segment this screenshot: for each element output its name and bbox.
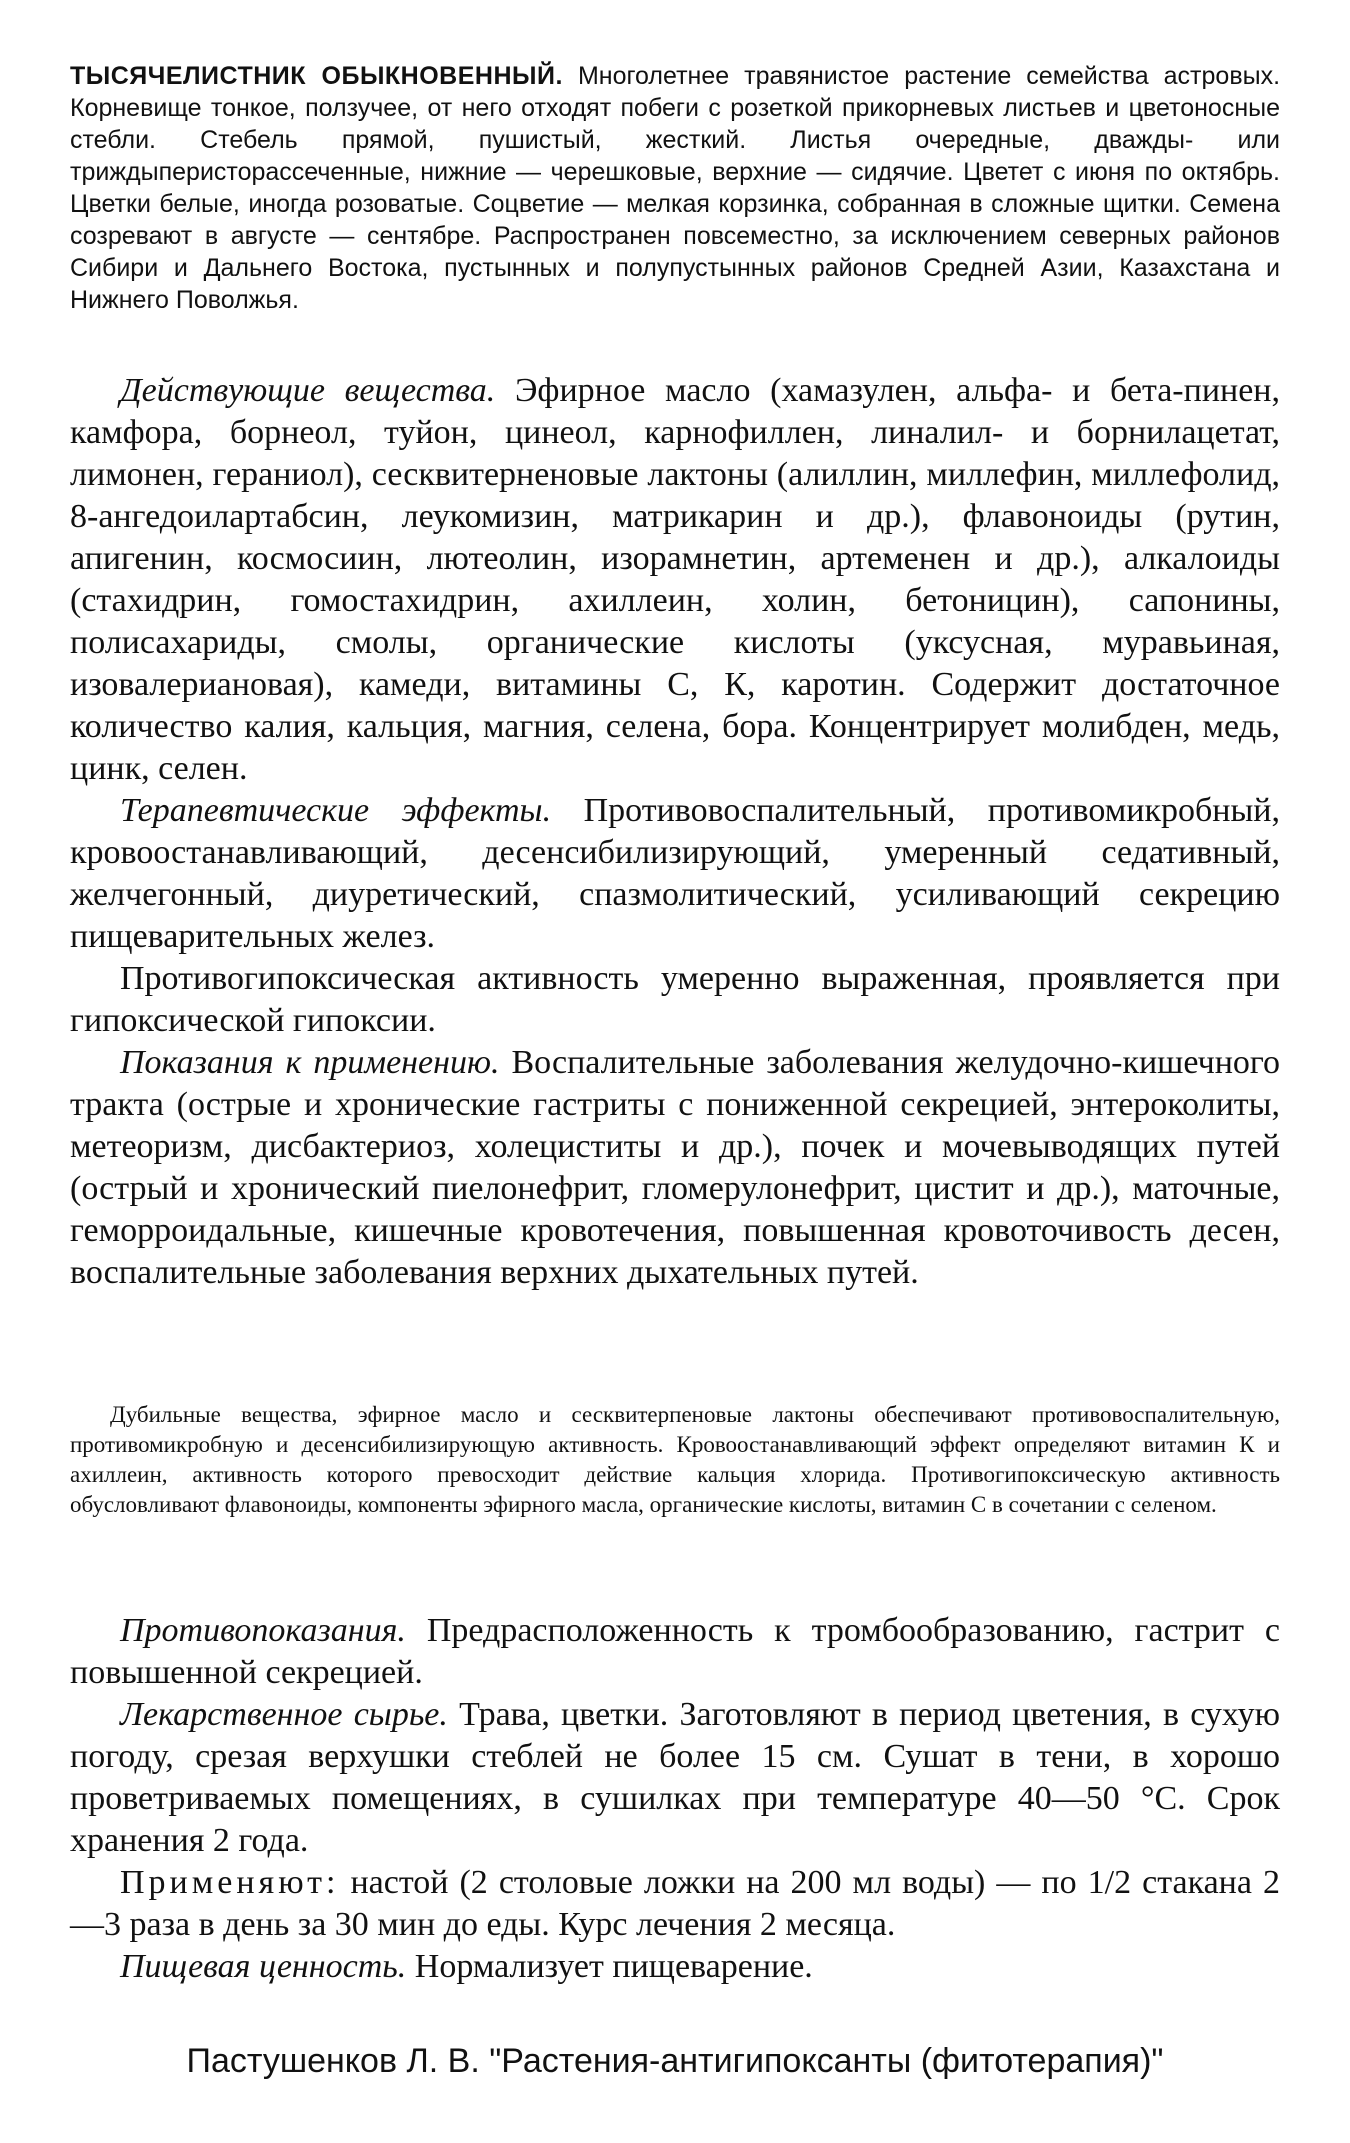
food-value-text: Нормализует пищеварение.: [406, 1948, 813, 1985]
usage-label: Применяют:: [120, 1864, 340, 1901]
indications-paragraph: [70, 1042, 1280, 1294]
contraindications-paragraph: [70, 1610, 1280, 1694]
contraindications-text: Предрасположенность к тромбообразованию, гастрит с повышенной секрецией.: [70, 1612, 1280, 1691]
antihypoxic-paragraph: Противогипоксическая активность умеренно выраженная, проявляется при гипоксической гипоксии.: [70, 960, 1280, 1039]
usage-text: настой (2 столовые ложки на 200 мл воды) — по 1/2 стакана 2—3 раза в день за 30 мин до еды. Курс лечения 2 месяца.: [70, 1864, 1280, 1943]
raw-material-text: Трава, цветки. Заготовляют в период цветения, в сухую погоду, срезая верхушки стеблей не более 15 см. Сушат в тени, в хорошо проветриваемых помещениях, в сушилках при температуре 40—50 °С. Срок хранения 2 года.: [70, 1696, 1280, 1859]
raw-material-paragraph: [70, 1694, 1280, 1862]
note-paragraph: Дубильные вещества, эфирное масло и сесквитерпеновые лактоны обеспечивают противовоспалительную, противомикробную и десенсибилизирующую активность. Кровоостанавливающий эффект определяют витамин К и ахиллеин, активность которого превосходит действие кальция хлорида. Противогипоксическую активность обусловливают флавоноиды, компоненты эфирного масла, органические кислоты, витамин С в сочетании с селеном.: [70, 1402, 1280, 1517]
contraindications-label: Противопоказания.: [120, 1612, 406, 1649]
active-substances-label: Действующие вещества.: [120, 372, 496, 409]
final-sections: [70, 1610, 1280, 1988]
main-sections: [70, 370, 1280, 1294]
raw-material-label: Лекарственное сырье.: [120, 1696, 448, 1733]
indications-label: Показания к применению.: [120, 1044, 500, 1081]
plant-heading: ТЫСЯЧЕЛИСТНИК ОБЫКНОВЕННЫЙ.: [70, 62, 563, 90]
active-substances-paragraph: [70, 370, 1280, 790]
usage-paragraph: [70, 1862, 1280, 1946]
intro-text: Многолетнее травянистое растение семейства астровых. Корневище тонкое, ползучее, от него отходят побеги с розеткой прикорневых листьев и цветоносные стебли. Стебель прямой, пушистый, жесткий. Листья очередные, дважды- или триждыперисторассеченные, нижние — черешковые, верхние — сидячие. Цветет с июня по октябрь. Цветки белые, иногда розоватые. Соцветие — мелкая корзинка, собранная в сложные щитки. Семена созревают в августе — сентябре. Распространен повсеместно, за исключением северных районов Сибири и Дальнего Востока, пустынных и полупустынных районов Средней Азии, Казахстана и Нижнего Поволжья.: [70, 62, 1281, 314]
intro-paragraph: [70, 60, 1280, 316]
note-block: [70, 1400, 1280, 1520]
therapeutic-effects-paragraph: [70, 790, 1280, 958]
therapeutic-effects-label: Терапевтические эффекты.: [120, 792, 552, 829]
source-footer: Пастушенков Л. В. "Растения-антигипоксанты (фитотерапия)": [186, 2042, 1164, 2080]
food-value-paragraph: [70, 1946, 1280, 1988]
indications-text: Воспалительные заболевания желудочно-кишечного тракта (острые и хронические гастриты с пониженной секрецией, энтероколиты, метеоризм, дисбактериоз, холециститы и др.), почек и мочевыводящих путей (острый и хронический пиелонефрит, гломерулонефрит, цистит и др.), маточные, геморроидальные, кишечные кровотечения, повышенная кровоточивость десен, воспалительные заболевания верхних дыхательных путей.: [70, 1044, 1280, 1291]
therapeutic-effects-text: Противовоспалительный, противомикробный, кровоостанавливающий, десенсибилизирующий, умеренный седативный, желчегонный, диуретический, спазмолитический, усиливающий секрецию пищеварительных желез.: [70, 792, 1280, 955]
active-substances-text: Эфирное масло (хамазулен, альфа- и бета-пинен, камфора, борнеол, туйон, цинеол, карнофиллен, линалил- и борнилацетат, лимонен, гераниол), сесквитерненовые лактоны (алиллин, миллефин, миллефолид, 8-ангедоилартабсин, леукомизин, матрикарин и др.), флавоноиды (рутин, апигенин, космосиин, лютеолин, изорамнетин, артеменен и др.), алкалоиды (стахидрин, гомостахидрин, ахиллеин, холин, бетоницин), сапонины, полисахариды, смолы, органические кислоты (уксусная, муравьиная, изовалериановая), камеди, витамины С, К, каротин. Содержит достаточное количество калия, кальция, магния, селена, бора. Концентрирует молибден, медь, цинк, селен.: [70, 372, 1281, 787]
food-value-label: Пищевая ценность.: [120, 1948, 407, 1985]
